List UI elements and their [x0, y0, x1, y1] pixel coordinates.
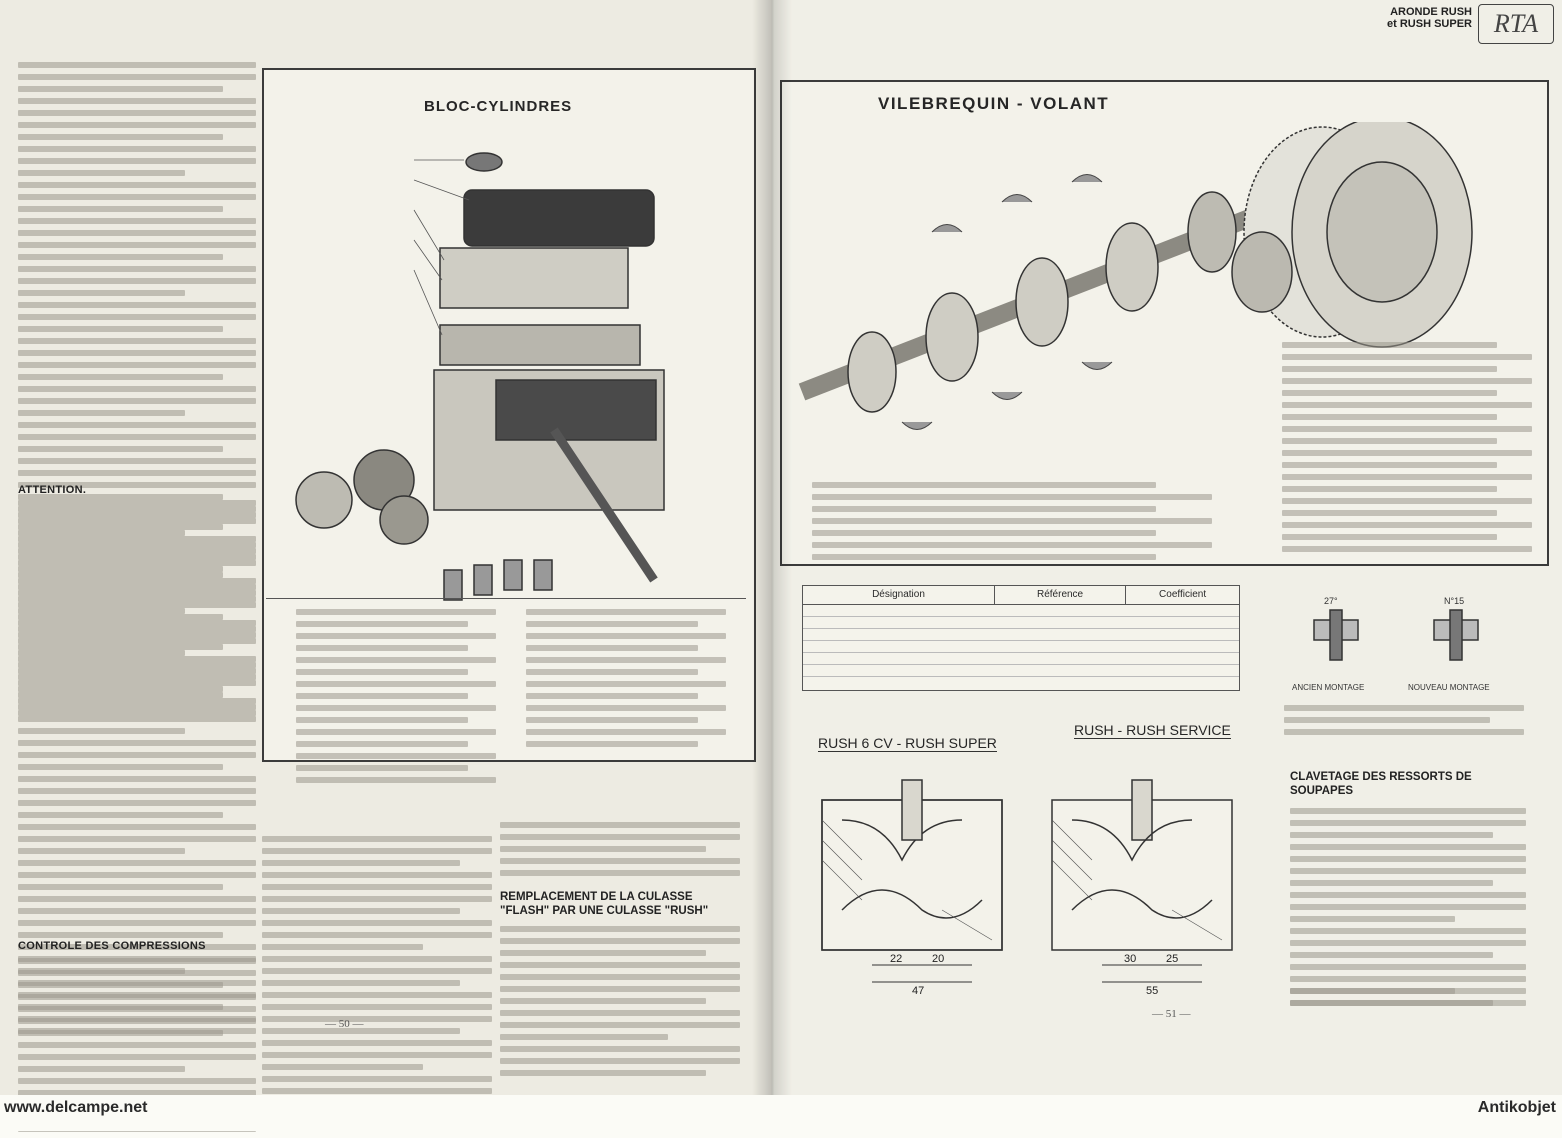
rta-logo: RTA [1478, 4, 1554, 44]
clavetage-heading: CLAVETAGE DES RESSORTS DE SOUPAPES [1290, 771, 1472, 797]
bloc-cylindres-title: BLOC-CYLINDRES [424, 98, 573, 115]
left-page [0, 0, 772, 1095]
right-page-number: — 51 — [1152, 1008, 1191, 1020]
dim-22: 22 [890, 953, 903, 965]
dim-30: 30 [1124, 953, 1137, 965]
left-watermark: www.delcampe.net [4, 1099, 148, 1116]
left-page-col-right [500, 822, 740, 882]
ancien-montage-label: ANCIEN MONTAGE [1292, 683, 1365, 692]
fig2-caption [1290, 988, 1526, 1012]
header-line-2: et RUSH SUPER [1387, 18, 1472, 30]
controle-heading: CONTROLE DES COMPRESSIONS [18, 940, 206, 952]
remplacement-heading: REMPLACEMENT DE LA CULASSE "FLASH" PAR UNE CULASSE "RUSH" [500, 891, 709, 917]
valve-cotter-montage-diagram [1284, 590, 1524, 700]
col-coefficient: Coefficient [1159, 589, 1207, 600]
vilebrequin-legend-left [812, 482, 1212, 566]
attention-heading: ATTENTION. [18, 484, 87, 496]
vilebrequin-volant-title: VILEBREQUIN - VOLANT [878, 94, 1110, 113]
angle-old-label: 27° [1324, 596, 1338, 606]
header-line-1: ARONDE RUSH [1390, 6, 1472, 18]
rush-6cv-label: RUSH 6 CV - RUSH SUPER [818, 735, 997, 751]
coefficient-table [802, 585, 1240, 691]
montage-caption [1284, 705, 1524, 741]
dim-20: 20 [932, 953, 945, 965]
col-reference: Référence [995, 586, 1126, 604]
right-watermark: Antikobjet [1477, 1099, 1556, 1116]
cylinder-head-section-drawing [802, 760, 1272, 1000]
nouveau-montage-label: NOUVEAU MONTAGE [1408, 683, 1490, 692]
dim-47: 47 [912, 985, 925, 997]
left-page-col-mid [262, 836, 492, 1112]
bloc-cylindres-figure [262, 68, 756, 762]
left-page-number: — 50 — [325, 1018, 364, 1030]
dim-25: 25 [1166, 953, 1179, 965]
rush-service-label: RUSH - RUSH SERVICE [1074, 722, 1231, 738]
clavetage-text [1290, 808, 1526, 1012]
footer-bar [0, 1095, 1562, 1131]
vilebrequin-volant-figure [780, 80, 1549, 566]
right-page [772, 0, 1562, 1095]
vilebrequin-legend-right [1282, 342, 1532, 558]
col-designation: Désignation [803, 586, 995, 604]
dim-55: 55 [1146, 985, 1159, 997]
left-page-col-right-2 [500, 926, 740, 1082]
engine-block-drawing [264, 120, 750, 620]
angle-new-label: N°15 [1444, 596, 1465, 606]
header-title [1342, 6, 1472, 30]
bloc-cylindres-parts-table [266, 598, 746, 731]
page-gutter [752, 0, 792, 1095]
